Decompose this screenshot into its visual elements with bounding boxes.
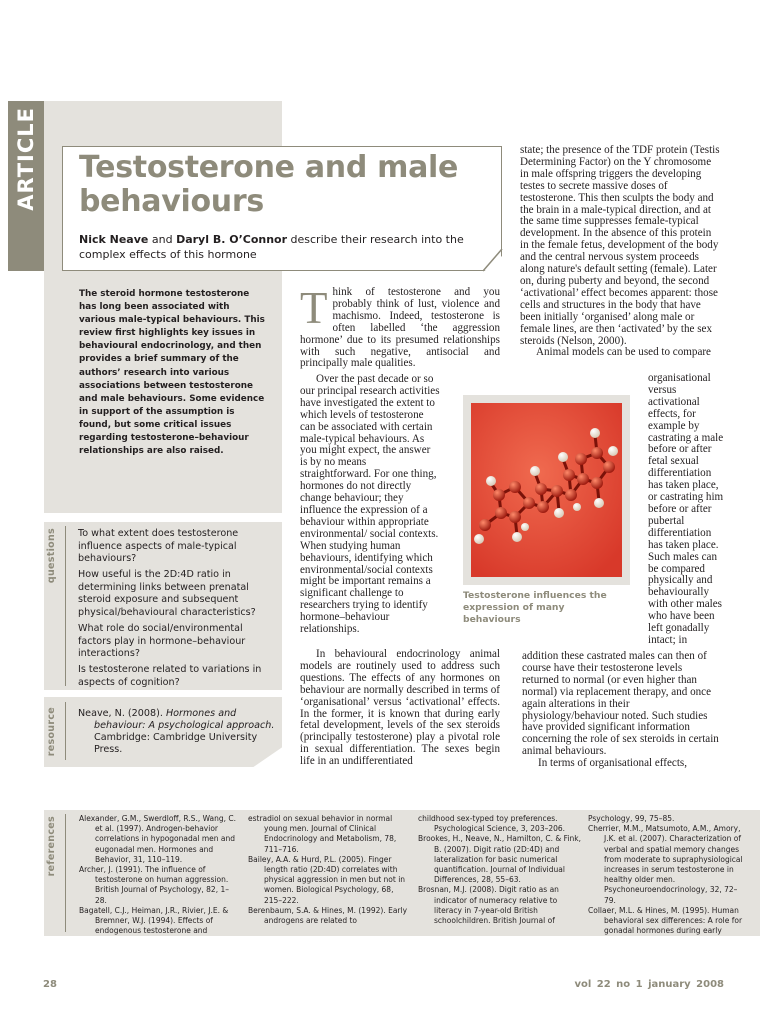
drop-cap: T bbox=[300, 283, 328, 333]
questions-list bbox=[78, 528, 273, 693]
references-divider bbox=[65, 814, 66, 932]
questions-divider bbox=[65, 526, 66, 686]
body-paragraph-1 bbox=[300, 283, 500, 370]
question-item: To what extent does testosterone influence aspects of male-typical behaviours? bbox=[78, 528, 239, 565]
body-text: hink of testosterone and you probably think of lust, violence and machismo. Indeed, testosterone is often labelled ‘the aggression hormone’ due to its presumed relationships with such negative, antisocial and principally male qualities. bbox=[300, 286, 500, 370]
resource-book-title: Hormones and behaviour: A psychological approach. bbox=[94, 708, 275, 731]
question-item: What role do social/environmental factors play in hormone–behaviour interactions? bbox=[78, 623, 246, 660]
question-item: Is testosterone related to variations in aspects of cognition? bbox=[78, 664, 262, 689]
resource-authors: Neave, N. (2008). bbox=[78, 708, 163, 719]
author-1: Nick Neave bbox=[79, 233, 149, 246]
issue-info: vol 22 no 1 january 2008 bbox=[574, 979, 724, 990]
question-item: How useful is the 2D:4D ratio in determining links between prenatal steroid exposure and subsequent physical/behavioural characteristics? bbox=[78, 569, 256, 619]
references-column-1 bbox=[79, 814, 239, 936]
byline bbox=[79, 233, 479, 262]
resource-label: resource bbox=[46, 707, 57, 757]
resource-citation bbox=[78, 708, 278, 756]
body-text: Animal models can be used to compare bbox=[536, 346, 711, 359]
references-label: references bbox=[46, 816, 57, 877]
body-paragraph-5-cont bbox=[522, 651, 720, 770]
body-text: addition these castrated males can then of course have their testosterone levels returned to normal (or even higher than normal) via replacement therapy, and once again alterations in their physiology/behaviour noted. Such studies have provided significant information concerning the role of sex steroids in certain animal behaviours. bbox=[522, 650, 719, 758]
references-column-3 bbox=[418, 814, 583, 926]
article-section-tab bbox=[8, 101, 44, 271]
resource-publisher: Cambridge: Cambridge University Press. bbox=[94, 732, 258, 755]
reference-entry: Collaer, M.L. & Hines, M. (1995). Human behavioral sex differences: A role for gonadal hormones during early bbox=[588, 905, 743, 936]
reference-entry: Berenbaum, S.A. & Hines, M. (1992). Early androgens are related to bbox=[248, 905, 408, 926]
references-column-4 bbox=[588, 814, 748, 936]
body-text: In terms of organisational effects, bbox=[538, 757, 688, 770]
reference-entry: Bagatell, C.J., Heiman, J.R., Rivier, J.E. & Bremner, W.J. (1994). Effects of endogenous testosterone and bbox=[79, 905, 229, 936]
body-paragraph-5-wrap: organisational versus activational effects, for example by castrating a male before or after fetal sexual differentiation has taken place, or castrating him before or after pubertal differentiation has taken place. Such males can be compared physically and behaviourally with other males who have been left gonadally intact; in bbox=[648, 372, 724, 646]
image-caption: Testosterone influences the expression of many behaviours bbox=[463, 590, 607, 625]
body-text: Over the past decade or so our principal research activities have investigated the extent to which levels of testosterone can be associated with certain male-typical behaviours. As you might expect, the answer is by no means straightforward. For one thing, hormones do not directly change behaviour; they influence the expression of a behaviour within appropriate environmental/ social contexts. When studying human behaviours, identifying which environmental/social contexts might be important remains a significant challenge to researchers trying to identify hormone–behaviour relationships. bbox=[300, 373, 440, 636]
references-column-2 bbox=[248, 814, 408, 926]
article-tab-label: ARTICLE bbox=[14, 107, 38, 211]
byline-and: and bbox=[151, 233, 173, 246]
reference-entry: Archer, J. (1991). The influence of testosterone on human aggression. British Journal of Psychology, 82, 1–28. bbox=[79, 865, 229, 905]
title-box-corner bbox=[480, 248, 504, 272]
reference-entry: Alexander, G.M., Swerdloff, R.S., Wang, C. et al. (1997). Androgen-behavior correlations in hypogonadal men and eugonadal men. Hormones and Behavior, 31, 110–119. bbox=[79, 814, 237, 864]
reference-entry: estradiol on sexual behavior in normal young men. Journal of Clinical Endocrinology and Metabolism, 78, 711–716. bbox=[248, 814, 397, 854]
byline-description: describe their research into the complex effects of this hormone bbox=[79, 233, 464, 261]
questions-label: questions bbox=[46, 528, 57, 584]
molecule-image bbox=[463, 395, 630, 585]
body-text: In behavioural endocrinology animal models are routinely used to address such questions. The effects of any hormones on behaviour are normally described in terms of ‘organisational’ versus ‘activational’ effects. In the former, it is known that during early fetal development, levels of the sex steroids (principally testosterone) play a pivotal role in sexual differentiation. The sexes begin life in an undifferentiated bbox=[300, 648, 500, 768]
body-paragraph-2 bbox=[300, 374, 440, 636]
resource-divider bbox=[65, 702, 66, 760]
body-text: state; the presence of the TDF protein (Testis Determining Factor) on the Y chromosome in male offspring triggers the developing testes to secrete massive doses of testosterone. This then sculpts the body and the brain in a male-typical direction, and at the same time suppresses female-typical development. In the absence of this protein in the female fetus, development of the body and the central nervous system proceeds along nature's default setting (female). Later on, during puberty and beyond, the second ‘activational’ effect becomes apparent: those cells and structures in the body that have been initially ‘organised’ along male or female lines, are then ‘activated’ by the sex steroids (Nelson, 2000). bbox=[520, 144, 720, 347]
reference-entry: Brosnan, M.J. (2008). Digit ratio as an indicator of numeracy relative to literacy in 7-year-old British schoolchildren. British Journal of bbox=[418, 885, 559, 926]
article-summary: The steroid hormone testosterone has long been associated with various male-typical behaviours. This review first highlights key issues in behavioural endocrinology, and then provides a brief summary of the authors’ research into various associations between testosterone and male behaviours. Some evidence in support of the assumption is found, but some critical issues regarding testosterone–behaviour relationships are also raised. bbox=[79, 289, 265, 457]
reference-entry: Bailey, A.A. & Hurd, P.L. (2005). Finger length ratio (2D:4D) correlates with physical aggression in men but not in women. Biological Psychology, 68, 215–222. bbox=[248, 854, 406, 905]
article-title: Testosterone and male behaviours bbox=[79, 150, 459, 219]
reference-entry: Brookes, H., Neave, N., Hamilton, C. & Fink, B. (2007). Digit ratio (2D:4D) and lateralization for basic numerical quantification. Journal of Individual Differences, 28, 55–63. bbox=[418, 834, 582, 885]
body-paragraph-4 bbox=[520, 145, 720, 359]
reference-entry: Cherrier, M.M., Matsumoto, A.M., Amory, J.K. et al. (2007). Characterization of verbal and spatial memory changes from moderate to supraphysiological increases in serum testosterone in healthy older men. Psychoneuroendocrinology, 32, 72–79. bbox=[588, 824, 743, 905]
image-frame bbox=[463, 395, 630, 585]
author-2: Daryl B. O’Connor bbox=[176, 233, 288, 246]
page-number: 28 bbox=[43, 979, 57, 990]
body-paragraph-3 bbox=[300, 649, 500, 768]
reference-entry: Psychology, 99, 75–85. bbox=[588, 814, 675, 823]
reference-entry: childhood sex-typed toy preferences. Psychological Science, 3, 203–206. bbox=[418, 814, 566, 834]
